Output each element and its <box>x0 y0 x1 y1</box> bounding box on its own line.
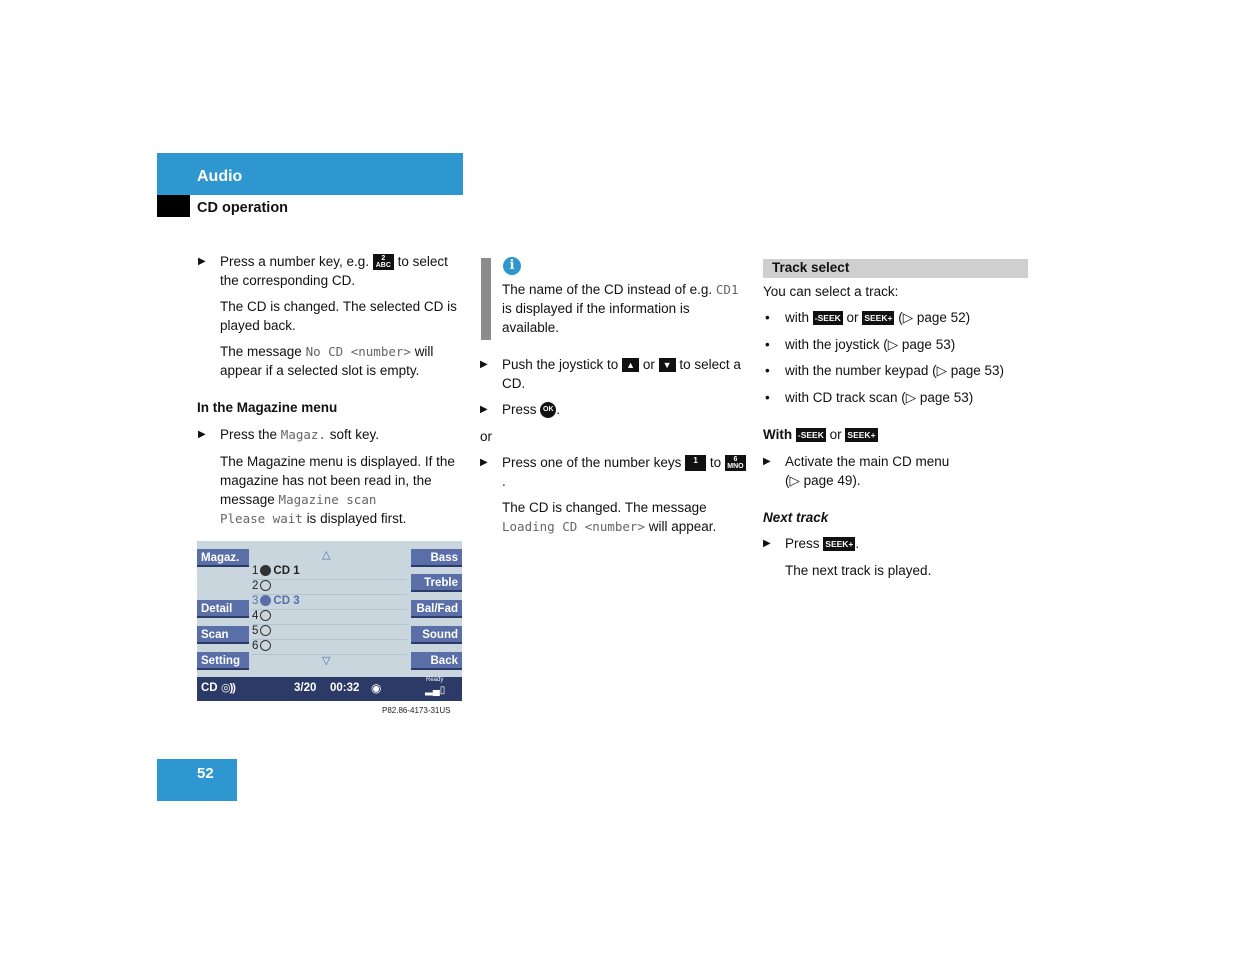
status-bar: CD ◎)) 3/20 00:32 ◉ Ready ▂▄▯ <box>197 677 462 701</box>
disc-icon <box>260 595 271 606</box>
page-number: 52 <box>197 765 214 782</box>
step-press-seek-plus: ▶ Press SEEK+ . <box>763 536 860 551</box>
step-press-number-keys: ▶ Press one of the number keys 1 to 6 MNO. <box>502 453 747 491</box>
section-title: Audio <box>197 168 243 185</box>
info-box-bar <box>481 258 491 340</box>
slot-row[interactable]: 1 CD 1 <box>252 564 407 580</box>
softkey-detail[interactable]: Detail <box>197 600 249 618</box>
arrow-icon: ▶ <box>198 429 206 440</box>
bullet-seek-keys: • with -SEEK or SEEK+ (▷ page 52) <box>765 310 971 325</box>
slot-row[interactable]: 2 <box>252 579 407 595</box>
softkey-treble[interactable]: Treble <box>411 574 462 592</box>
step-push-joystick: ▶ Push the joystick to ▲ or ▼ to select a CD. <box>480 357 741 391</box>
number-key-2-icon: 2 ABC <box>373 254 394 270</box>
step-press-magaz: ▶ Press the Magaz. soft key. <box>198 427 379 442</box>
bullet-number-keypad: • with the number keypad (▷ page 53) <box>765 363 1005 378</box>
cd-changed-text: The CD is changed. The selected CD is played back. <box>220 299 457 333</box>
joystick-up-icon: ▲ <box>622 358 639 372</box>
signal-icon: ▂▄▯ <box>425 685 446 696</box>
empty-slot-icon <box>260 625 271 636</box>
slot-row[interactable]: 6 <box>252 639 407 655</box>
scroll-up-icon[interactable]: △ <box>322 549 331 561</box>
page-number-tab <box>157 759 237 801</box>
arrow-icon: ▶ <box>480 404 488 415</box>
bullet-joystick: • with the joystick (▷ page 53) <box>765 337 956 352</box>
seek-minus-icon: -SEEK <box>797 430 824 441</box>
slot-row[interactable]: 5 <box>252 624 407 640</box>
arrow-icon: ▶ <box>763 538 771 549</box>
softkey-bass[interactable]: Bass <box>411 549 462 567</box>
info-icon: i <box>503 257 521 275</box>
empty-slot-icon <box>260 580 271 591</box>
seek-plus-icon: SEEK+ <box>825 539 854 550</box>
disc-icon: ◉ <box>371 681 382 695</box>
ready-label: Ready <box>426 677 444 683</box>
cd-audio-icon: ◎)) <box>221 682 235 694</box>
seek-plus-icon: SEEK+ <box>847 430 876 441</box>
next-track-heading: Next track <box>763 510 829 525</box>
seek-minus-icon: -SEEK <box>814 313 841 324</box>
bullet-track-scan: • with CD track scan (▷ page 53) <box>765 390 974 405</box>
track-counter: 3/20 <box>294 682 317 694</box>
step-press-ok: ▶ Press OK . <box>480 402 561 417</box>
magazine-menu-heading: In the Magazine menu <box>197 400 338 415</box>
elapsed-time: 00:32 <box>330 682 360 694</box>
cd-display-screen <box>197 541 462 701</box>
arrow-icon: ▶ <box>480 359 488 370</box>
arrow-icon: ▶ <box>198 256 206 267</box>
number-key-6-icon: 6 MNO <box>725 455 746 471</box>
step-press-number-key: ▶ Press a number key, e.g. 2 ABC to select the corresponding CD. <box>198 254 448 288</box>
slot-row[interactable]: 4 <box>252 609 407 625</box>
arrow-icon: ▶ <box>480 457 488 468</box>
seek-plus-icon: SEEK+ <box>864 313 893 324</box>
magazine-menu-text: The Magazine menu is displayed. If the magazine has not been read in, the message Magazine scan Please wait is displayed first. <box>220 454 455 526</box>
arrow-icon: ▶ <box>763 456 771 467</box>
softkey-setting[interactable]: Setting <box>197 652 249 670</box>
scroll-down-icon[interactable]: ▽ <box>322 655 331 667</box>
figure-caption: P82.86-4173-31US <box>382 706 451 715</box>
or-text: or <box>480 429 493 444</box>
softkey-bal-fad[interactable]: Bal/Fad <box>411 600 462 618</box>
disc-icon <box>260 565 271 576</box>
subsection-title: CD operation <box>197 200 289 216</box>
softkey-magaz[interactable]: Magaz. <box>197 549 249 567</box>
softkey-scan[interactable]: Scan <box>197 626 249 644</box>
ok-button-icon: OK <box>540 402 556 418</box>
loading-cd-text: The CD is changed. The message Loading CD <number> will appear. <box>502 500 717 534</box>
track-select-intro: You can select a track: <box>763 284 899 299</box>
no-cd-message-text: The message No CD <number> will appear if a selected slot is empty. <box>220 344 434 378</box>
with-seek-heading: With -SEEK or SEEK+ <box>763 427 876 442</box>
slot-row[interactable]: 3 CD 3 <box>252 594 407 610</box>
joystick-down-icon: ▼ <box>659 358 676 372</box>
number-key-1-icon: 1 <box>685 455 706 471</box>
empty-slot-icon <box>260 610 271 621</box>
softkey-sound[interactable]: Sound <box>411 626 462 644</box>
softkey-back[interactable]: Back <box>411 652 462 670</box>
next-track-played-text: The next track is played. <box>785 563 932 578</box>
info-note-text: The name of the CD instead of e.g. CD1 is displayed if the information is available. <box>502 282 739 335</box>
header-marker <box>157 195 190 217</box>
track-select-header: Track select <box>763 259 1028 278</box>
empty-slot-icon <box>260 640 271 651</box>
step-activate-cd-menu: ▶ Activate the main CD menu (▷ page 49). <box>763 454 950 488</box>
